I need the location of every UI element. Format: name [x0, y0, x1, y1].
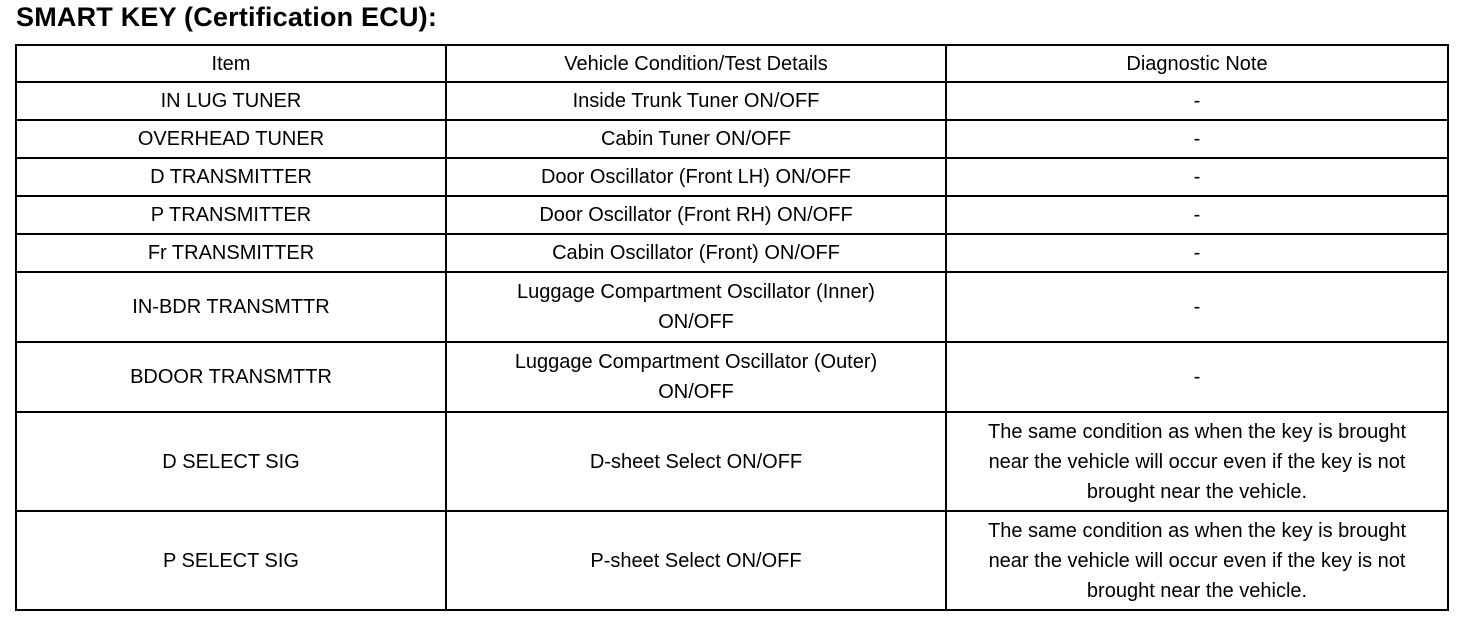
note-cell [946, 511, 1448, 610]
header-condition: Vehicle Condition/Test Details [446, 45, 946, 82]
note-line: near the vehicle will occur even if the key is not [988, 549, 1406, 572]
condition-cell [446, 342, 946, 412]
note-cell [946, 412, 1448, 511]
item-cell: Fr TRANSMITTER [16, 234, 446, 272]
table-row [16, 120, 1448, 158]
note-cell: - [946, 120, 1448, 158]
smart-key-table [15, 44, 1449, 611]
note-cell: - [946, 196, 1448, 234]
condition-line: ON/OFF [658, 381, 734, 403]
item-cell: BDOOR TRANSMTTR [16, 342, 446, 412]
table-row [16, 234, 1448, 272]
condition-line: Luggage Compartment Oscillator (Outer) [514, 351, 878, 373]
condition-cell: Cabin Oscillator (Front) ON/OFF [446, 234, 946, 272]
condition-cell: Cabin Tuner ON/OFF [446, 120, 946, 158]
note-line: near the vehicle will occur even if the key is not [988, 450, 1406, 473]
condition-cell [446, 272, 946, 342]
condition-line: ON/OFF [658, 311, 734, 333]
table-row [16, 342, 1448, 412]
condition-cell: Door Oscillator (Front LH) ON/OFF [446, 158, 946, 196]
note-cell: - [946, 272, 1448, 342]
note-line: brought near the vehicle. [1086, 480, 1308, 503]
item-cell: D TRANSMITTER [16, 158, 446, 196]
table-row [16, 158, 1448, 196]
note-line: The same condition as when the key is brought [987, 420, 1407, 443]
table-header-row [16, 45, 1448, 82]
page-title: SMART KEY (Certification ECU): [16, 2, 438, 32]
note-cell: - [946, 234, 1448, 272]
item-cell: D SELECT SIG [16, 412, 446, 511]
condition-cell: P-sheet Select ON/OFF [446, 511, 946, 610]
table-row [16, 82, 1448, 120]
condition-cell: D-sheet Select ON/OFF [446, 412, 946, 511]
condition-cell: Inside Trunk Tuner ON/OFF [446, 82, 946, 120]
note-cell: - [946, 82, 1448, 120]
table-row [16, 511, 1448, 610]
table-row [16, 196, 1448, 234]
condition-cell: Door Oscillator (Front RH) ON/OFF [446, 196, 946, 234]
note-cell: - [946, 342, 1448, 412]
header-note: Diagnostic Note [946, 45, 1448, 82]
note-line: brought near the vehicle. [1086, 579, 1308, 602]
header-item: Item [16, 45, 446, 82]
item-cell: P SELECT SIG [16, 511, 446, 610]
item-cell: IN LUG TUNER [16, 82, 446, 120]
item-cell: P TRANSMITTER [16, 196, 446, 234]
note-cell: - [946, 158, 1448, 196]
condition-line: Luggage Compartment Oscillator (Inner) [517, 281, 875, 303]
item-cell: IN-BDR TRANSMTTR [16, 272, 446, 342]
note-line: The same condition as when the key is brought [987, 519, 1407, 542]
table-row [16, 412, 1448, 511]
table-row [16, 272, 1448, 342]
item-cell: OVERHEAD TUNER [16, 120, 446, 158]
